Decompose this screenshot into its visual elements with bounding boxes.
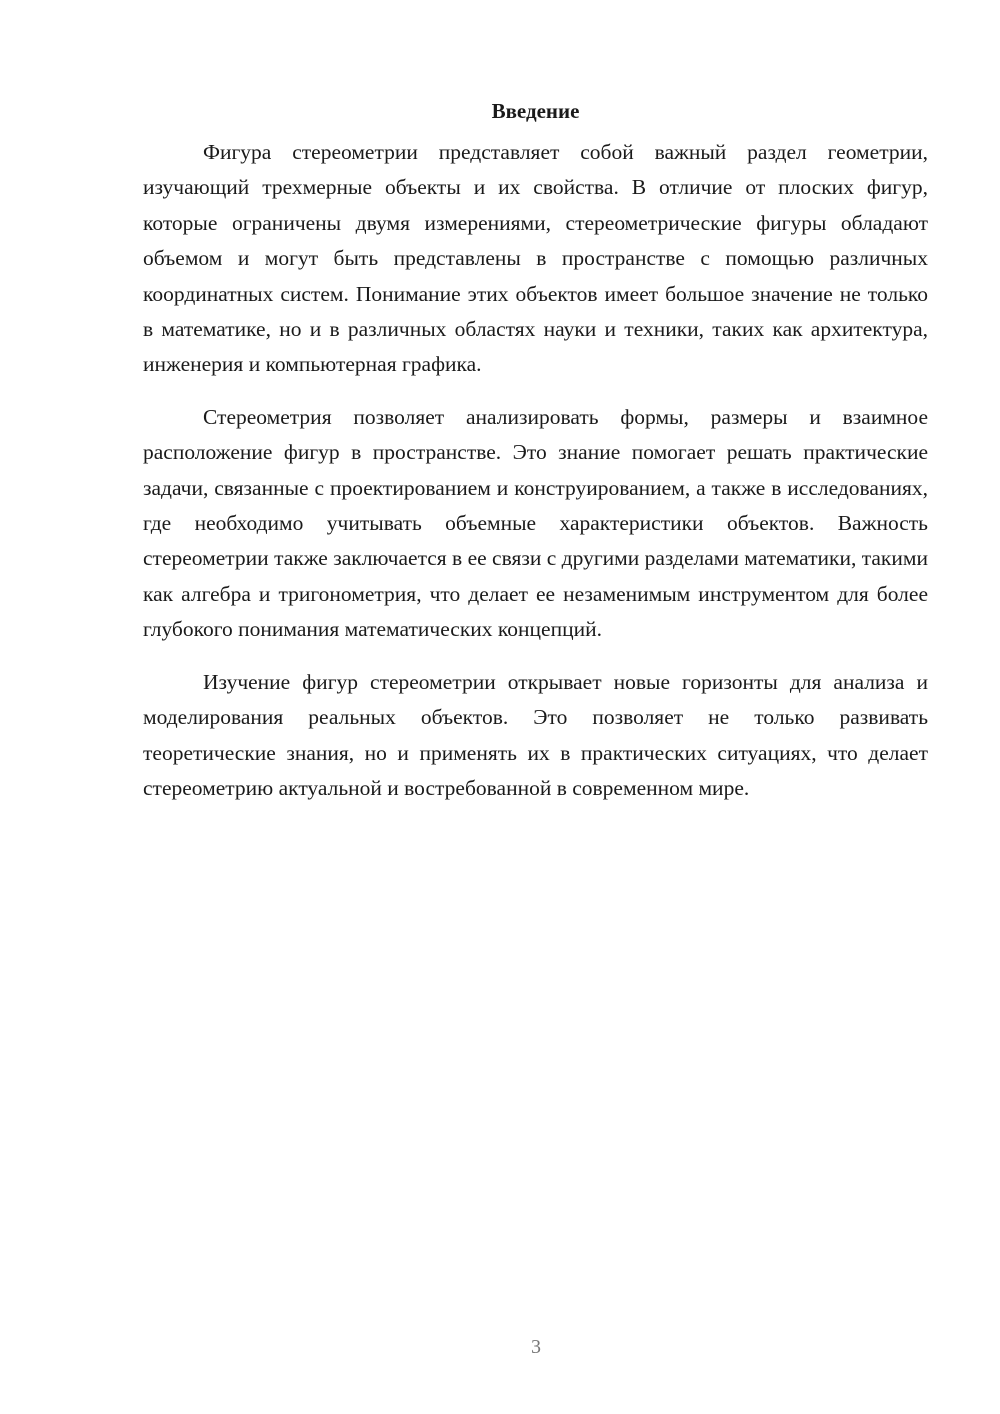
paragraph-3: Изучение фигур стереометрии открывает новые горизонты для анализа и моделирования реальных объектов. Это позволяет не только развивать теоретические знания, но и применять их в практических ситуациях, что делает стереометрию актуальной и востребованной в современном мире.	[143, 669, 928, 800]
page-content	[143, 96, 928, 823]
paragraph-1: Фигура стереометрии представляет собой важный раздел геометрии, изучающий трехмерные объекты и их свойства. В отличие от плоских фигур, которые ограничены двумя измерениями, стереометрические фигуры обладают объемом и могут быть представлены в пространстве с помощью различных координатных систем. Понимание этих объектов имеет большое значение не только в математике, но и в различных областях науки и техники, таких как архитектура, инженерия и компьютерная графика.	[143, 140, 928, 377]
paragraph-2: Стереометрия позволяет анализировать формы, размеры и взаимное расположение фигур в пространстве. Это знание помогает решать практические задачи, связанные с проектированием и конструированием, а также в исследованиях, где необходимо учитывать объемные характеристики объектов. Важность стереометрии также заключается в ее связи с другими разделами математики, такими как алгебра и тригонометрия, что делает ее незаменимым инструментом для более глубокого понимания математических концепций.	[143, 404, 928, 642]
page-number: 3	[531, 1336, 541, 1358]
section-title: Введение	[491, 99, 580, 123]
